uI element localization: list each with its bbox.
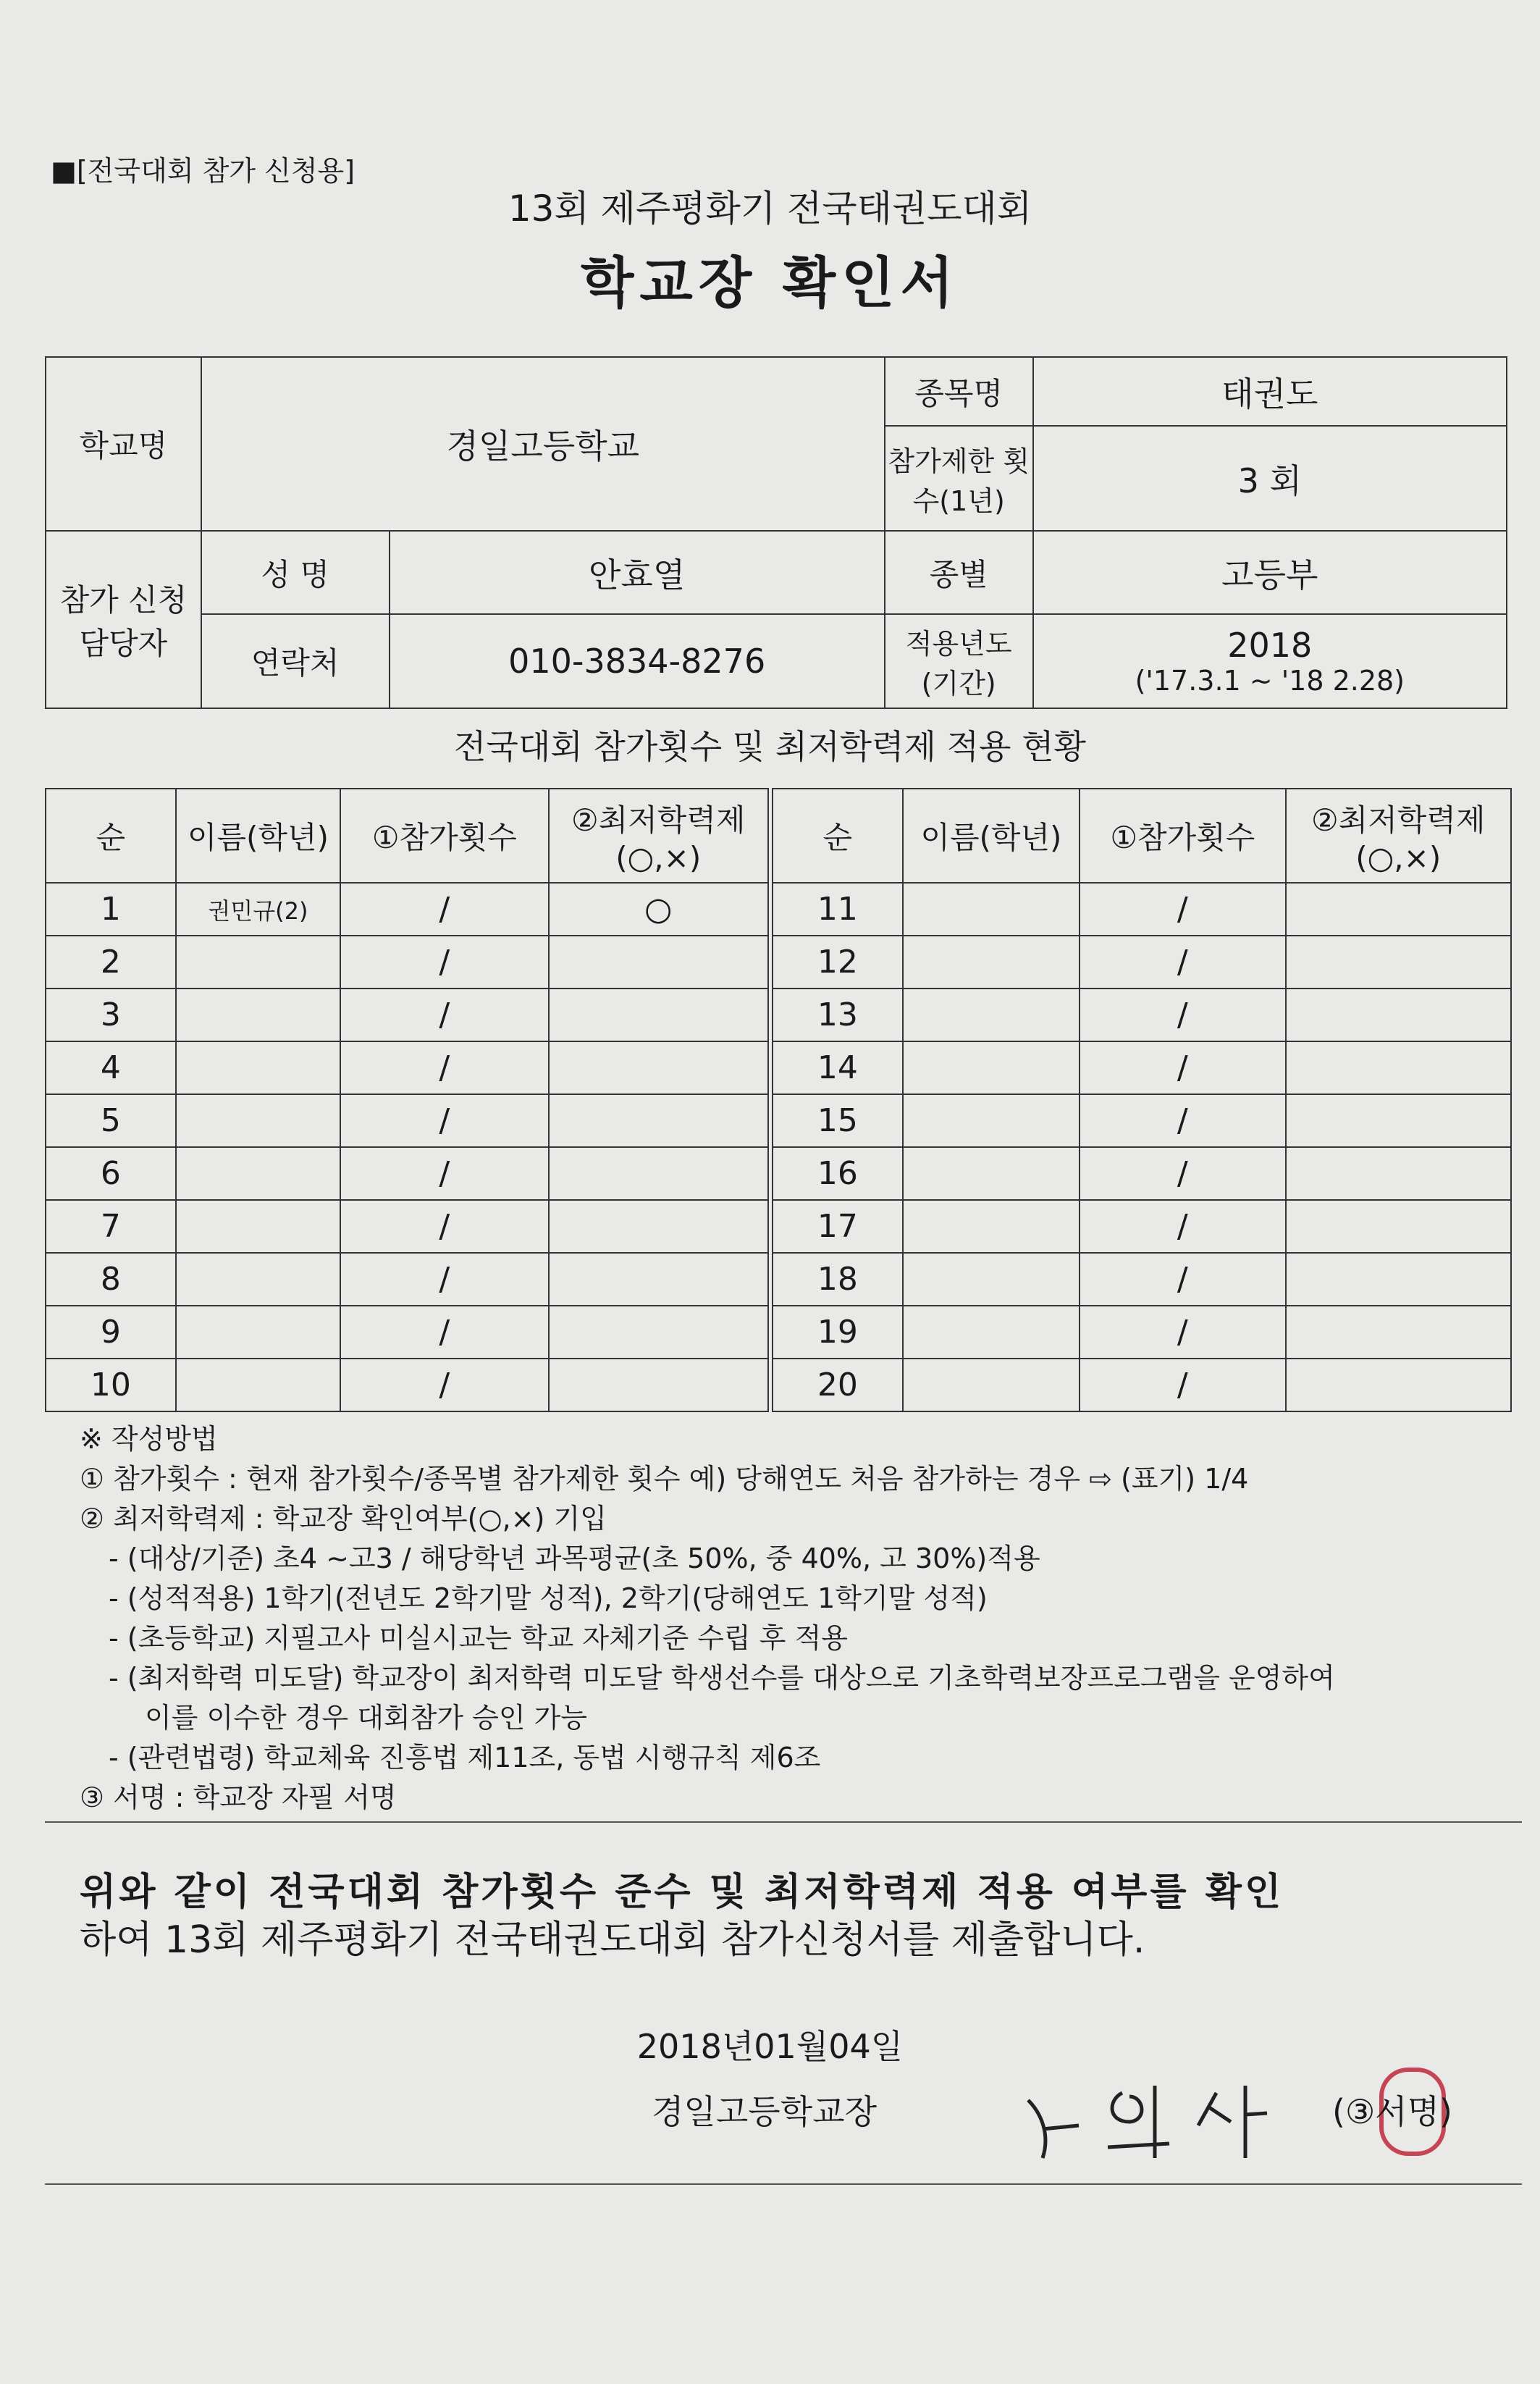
- row-academic: [1286, 1041, 1512, 1094]
- applicant-label: 참가 신청 담당자: [46, 531, 201, 708]
- row-count: /: [340, 1253, 548, 1306]
- issue-date: 2018년01월04일: [636, 2027, 904, 2066]
- divider: [45, 1821, 1522, 1823]
- table-row: [773, 883, 1511, 936]
- row-number: 5: [46, 1094, 176, 1147]
- row-number: 18: [773, 1253, 903, 1306]
- row-number: 14: [773, 1041, 903, 1094]
- col-no: 순: [773, 789, 903, 883]
- event-subtitle: 13회 제주평화기 전국태권도대회: [508, 188, 1032, 230]
- row-academic: [1286, 1359, 1512, 1411]
- row-name: [176, 1359, 341, 1411]
- name-value: 안효열: [390, 531, 885, 614]
- notes-heading: ※ 작성방법: [80, 1423, 218, 1455]
- col-name: 이름(학년): [903, 789, 1080, 883]
- note-2-detail-2: - (성적적용) 1학기(전년도 2학기말 성적), 2학기(당해연도 1학기말 성적): [109, 1582, 988, 1614]
- col-no: 순: [46, 789, 176, 883]
- note-2-detail-3: - (초등학교) 지필고사 미실시교는 학교 자체기준 수립 후 적용: [109, 1622, 848, 1654]
- table-row: [46, 1094, 768, 1147]
- col-academic: ②최저학력제 (○,×): [549, 789, 769, 883]
- row-name: [903, 1200, 1080, 1253]
- year-cell: [1033, 614, 1507, 708]
- row-number: 13: [773, 989, 903, 1041]
- row-count: /: [1080, 1200, 1285, 1253]
- row-academic: ○: [549, 883, 769, 936]
- year-value: 2018: [1227, 626, 1313, 665]
- school-value: 경일고등학교: [201, 357, 885, 531]
- info-table: [45, 356, 1507, 709]
- document-title: 학교장 확인서: [581, 251, 959, 315]
- table-row: [46, 1147, 768, 1200]
- division-value: 고등부: [1033, 531, 1507, 614]
- row-count: /: [1080, 1253, 1285, 1306]
- section-title: 전국대회 참가횟수 및 최저학력제 적용 현황: [454, 727, 1086, 766]
- row-name: [176, 936, 341, 989]
- table-row: [46, 1253, 768, 1306]
- row-academic: [1286, 883, 1512, 936]
- row-count: /: [340, 1094, 548, 1147]
- row-academic: [1286, 1147, 1512, 1200]
- row-number: 9: [46, 1306, 176, 1359]
- row-name: [176, 1306, 341, 1359]
- row-number: 7: [46, 1200, 176, 1253]
- row-count: /: [340, 1041, 548, 1094]
- col-name: 이름(학년): [176, 789, 341, 883]
- row-name: [903, 1359, 1080, 1411]
- row-count: /: [1080, 936, 1285, 989]
- row-count: /: [1080, 1094, 1285, 1147]
- row-name: [903, 989, 1080, 1041]
- row-academic: [1286, 1306, 1512, 1359]
- row-count: /: [340, 1359, 548, 1411]
- table-row: [773, 1094, 1511, 1147]
- col-count: ①참가횟수: [1080, 789, 1285, 883]
- row-academic: [549, 1200, 769, 1253]
- contact-label: 연락처: [201, 614, 390, 708]
- note-2-detail-1: - (대상/기준) 초4 ~고3 / 해당학년 과목평균(초 50%, 중 40%, 고 30%)적용: [109, 1543, 1040, 1574]
- row-count: /: [1080, 883, 1285, 936]
- table-row: [773, 1253, 1511, 1306]
- table-row: [773, 1147, 1511, 1200]
- row-number: 20: [773, 1359, 903, 1411]
- table-row: [46, 1041, 768, 1094]
- row-count: /: [340, 883, 548, 936]
- row-name: 권민규(2): [176, 883, 341, 936]
- table-row: [773, 1200, 1511, 1253]
- row-number: 3: [46, 989, 176, 1041]
- row-number: 1: [46, 883, 176, 936]
- limit-label: 참가제한 횟수(1년): [885, 426, 1033, 531]
- table-row: [46, 883, 768, 936]
- table-row: [46, 936, 768, 989]
- table-row: [773, 936, 1511, 989]
- seal-note: (③서명): [1332, 2092, 1453, 2131]
- table-row: [773, 989, 1511, 1041]
- row-academic: [549, 989, 769, 1041]
- row-name: [176, 1200, 341, 1253]
- row-academic: [549, 1359, 769, 1411]
- event-label: 종목명: [885, 357, 1033, 426]
- row-number: 12: [773, 936, 903, 989]
- row-academic: [549, 936, 769, 989]
- principal-title: 경일고등학교장: [652, 2092, 878, 2131]
- row-number: 15: [773, 1094, 903, 1147]
- note-2-detail-4: - (최저학력 미도달) 학교장이 최저학력 미도달 학생선수를 대상으로 기초학력보장프로그램을 운영하여: [109, 1662, 1335, 1694]
- row-name: [903, 1253, 1080, 1306]
- table-row: [46, 1200, 768, 1253]
- note-2: ② 최저학력제 : 학교장 확인여부(○,×) 기입: [80, 1503, 607, 1535]
- row-academic: [1286, 1200, 1512, 1253]
- row-academic: [549, 1253, 769, 1306]
- bottom-divider: [45, 2183, 1522, 2185]
- table-row: [773, 1359, 1511, 1411]
- row-academic: [1286, 936, 1512, 989]
- name-label: 성 명: [201, 531, 390, 614]
- row-name: [903, 1094, 1080, 1147]
- note-2-detail-4b: 이를 이수한 경우 대회참가 승인 가능: [145, 1702, 588, 1734]
- table-row: [773, 1306, 1511, 1359]
- event-value: 태권도: [1033, 357, 1507, 426]
- row-academic: [1286, 1253, 1512, 1306]
- statement-line-1: 위와 같이 전국대회 참가횟수 준수 및 최저학력제 적용 여부를 확인: [80, 1871, 1284, 1914]
- row-number: 19: [773, 1306, 903, 1359]
- participants-table-left: [45, 788, 769, 1412]
- note-1: ① 참가횟수 : 현재 참가횟수/종목별 참가제한 횟수 예) 당해연도 처음 참가하는 경우 ⇨ (표기) 1/4: [80, 1463, 1249, 1495]
- row-academic: [549, 1306, 769, 1359]
- note-2-detail-5: - (관련법령) 학교체육 진흥법 제11조, 동법 시행규칙 제6조: [109, 1742, 821, 1774]
- principal-signature: [1014, 2057, 1303, 2173]
- table-row: [46, 1306, 768, 1359]
- row-count: /: [1080, 1306, 1285, 1359]
- row-count: /: [340, 989, 548, 1041]
- row-number: 8: [46, 1253, 176, 1306]
- table-row: [46, 1359, 768, 1411]
- row-count: /: [340, 936, 548, 989]
- row-number: 11: [773, 883, 903, 936]
- table-row: [773, 1041, 1511, 1094]
- row-name: [176, 1147, 341, 1200]
- period-value: ('17.3.1 ~ '18 2.28): [1135, 665, 1405, 697]
- row-name: [176, 1041, 341, 1094]
- row-number: 4: [46, 1041, 176, 1094]
- row-number: 16: [773, 1147, 903, 1200]
- row-academic: [549, 1147, 769, 1200]
- col-academic: ②최저학력제 (○,×): [1286, 789, 1512, 883]
- row-name: [903, 936, 1080, 989]
- confirmation-statement: [80, 1868, 1499, 1964]
- school-label: 학교명: [46, 357, 201, 531]
- row-number: 10: [46, 1359, 176, 1411]
- instructions: [80, 1419, 1520, 1818]
- col-count: ①참가횟수: [340, 789, 548, 883]
- row-count: /: [1080, 1147, 1285, 1200]
- row-count: /: [340, 1147, 548, 1200]
- row-count: /: [1080, 1041, 1285, 1094]
- contact-value: 010-3834-8276: [390, 614, 885, 708]
- row-academic: [1286, 989, 1512, 1041]
- note-3: ③ 서명 : 학교장 자필 서명: [80, 1781, 397, 1813]
- participants-table-right: [772, 788, 1512, 1412]
- statement-line-2: 하여 13회 제주평화기 전국태권도대회 참가신청서를 제출합니다.: [80, 1918, 1145, 1962]
- row-name: [176, 1094, 341, 1147]
- row-name: [903, 1147, 1080, 1200]
- row-name: [903, 1041, 1080, 1094]
- row-name: [176, 1253, 341, 1306]
- limit-value: 3 회: [1033, 426, 1507, 531]
- row-count: /: [1080, 989, 1285, 1041]
- division-label: 종별: [885, 531, 1033, 614]
- row-count: /: [340, 1200, 548, 1253]
- row-count: /: [1080, 1359, 1285, 1411]
- row-name: [903, 883, 1080, 936]
- row-count: /: [340, 1306, 548, 1359]
- row-academic: [1286, 1094, 1512, 1147]
- row-number: 17: [773, 1200, 903, 1253]
- row-number: 2: [46, 936, 176, 989]
- year-label: 적용년도 (기간): [885, 614, 1033, 708]
- row-academic: [549, 1094, 769, 1147]
- row-name: [176, 989, 341, 1041]
- form-tag: ■[전국대회 참가 신청용]: [51, 155, 355, 187]
- row-name: [903, 1306, 1080, 1359]
- row-number: 6: [46, 1147, 176, 1200]
- row-academic: [549, 1041, 769, 1094]
- table-row: [46, 989, 768, 1041]
